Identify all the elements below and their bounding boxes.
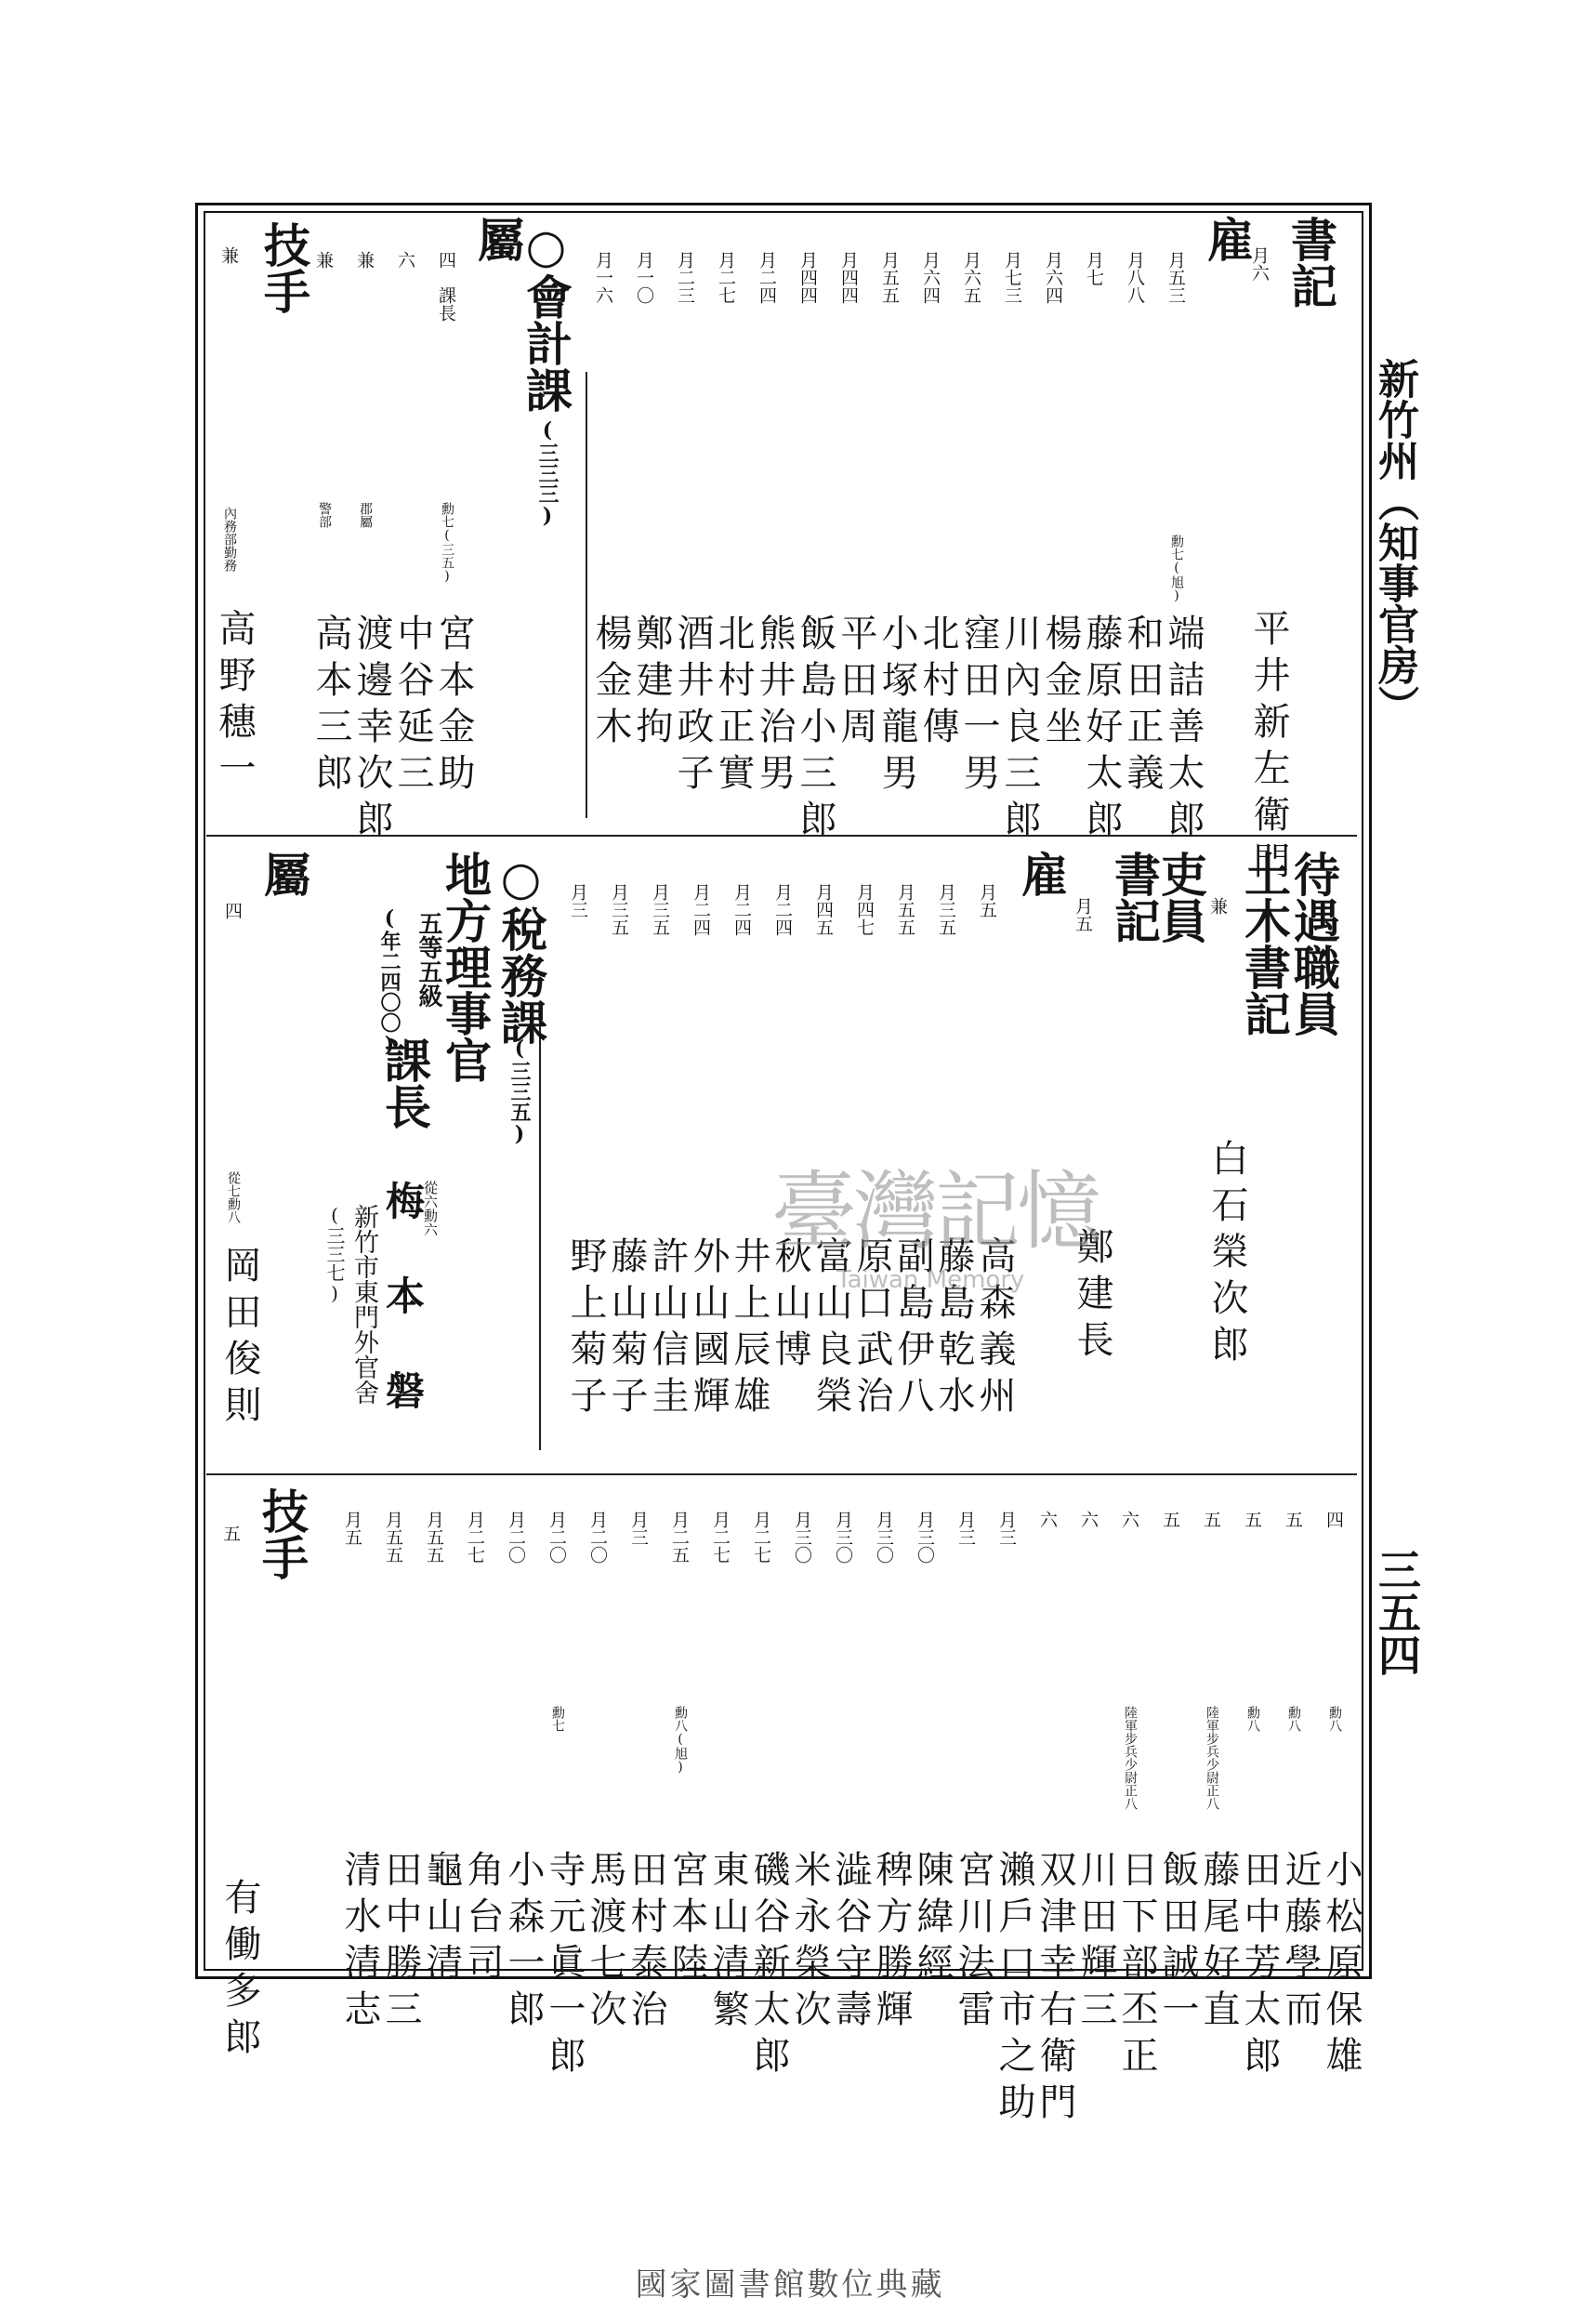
entry-name: 有働多郎 — [218, 1878, 261, 2064]
entry-name: 藤山菊子 — [605, 1236, 648, 1422]
entry-date: 五 — [1160, 1511, 1180, 1528]
heading-gishu-bottom: 技手 — [255, 1487, 309, 1580]
entry-name: 飯田誠一 — [1156, 1850, 1199, 2036]
entry-date: 月七三 — [1002, 251, 1022, 304]
kacho-address: 新竹市東門外官舍 — [349, 1204, 378, 1405]
entry-date: 月一〇 — [634, 251, 654, 304]
kacho-rank: 從六勳六 — [422, 1181, 439, 1236]
entry-date: 月三 — [955, 1511, 976, 1546]
entry-date: 月二四 — [691, 883, 711, 936]
entry-name: 高本三郎 — [309, 614, 352, 799]
kacho-phone: (三三七) — [323, 1204, 346, 1304]
entry-date: 五 — [1201, 1511, 1221, 1528]
entry-name: 藤島乾水 — [932, 1236, 975, 1422]
entry-name: 川內良三郎 — [998, 614, 1041, 846]
heading-gishu-top: 技手 — [257, 221, 311, 314]
entry-name: 許山信圭 — [646, 1236, 689, 1422]
entry-name: 端詰善太郎 — [1162, 614, 1205, 846]
entry-date: 月三〇 — [915, 1511, 935, 1564]
entry-date: 月四七 — [854, 883, 875, 936]
section-rule-1 — [586, 372, 587, 818]
entry-date: 月四五 — [813, 883, 834, 936]
entry-name: 寺元眞一郎 — [543, 1850, 586, 2082]
entry-date: 月二四 — [731, 883, 752, 936]
entry-date: 月六四 — [920, 251, 941, 304]
watermark — [771, 1143, 1099, 1294]
entry-date: 月二三 — [675, 251, 695, 304]
zeimu-phone: (三三五) — [507, 1037, 532, 1146]
entry-date: 月二〇 — [587, 1511, 608, 1564]
entry-date: 六 — [1078, 1511, 1099, 1528]
entry-date: 月五 — [1073, 897, 1093, 932]
entry-name: 藤尾好直 — [1197, 1850, 1240, 2036]
chiho-salary: (年二四〇〇) — [377, 906, 402, 1057]
entry-name: 磯谷新太郎 — [747, 1850, 790, 2082]
heading-riin-shoki: 書記 — [1107, 851, 1162, 944]
entry-date: 月五五 — [383, 1511, 403, 1564]
entry-date: 月二七 — [716, 251, 736, 304]
entry-name: 川田輝三 — [1074, 1850, 1117, 2036]
entry-rank: 內務部勤務 — [222, 507, 237, 572]
entry-date: 月二七 — [710, 1511, 731, 1564]
entry-name: 窪田一男 — [957, 614, 1000, 799]
entry-name: 宮川法雷 — [952, 1850, 994, 2036]
running-title: 新竹州（知事官房） — [1371, 358, 1418, 726]
entry-rank: 勳七 — [550, 1706, 565, 1732]
entry-name: 陳緯經 — [911, 1850, 954, 1989]
entry-name: 小松原保雄 — [1320, 1850, 1363, 2082]
entry-rank: 陸軍步兵少尉正八 — [1205, 1706, 1219, 1810]
entry-date: 月三 — [628, 1511, 649, 1546]
entry-name: 清水清志 — [338, 1850, 381, 2036]
entry-date: 六 — [1037, 1511, 1058, 1528]
entry-date: 五 — [1283, 1511, 1303, 1528]
heading-zeimu: ○稅務課 — [494, 851, 548, 1045]
entry-riin-shoki-1 — [1071, 897, 1113, 1367]
entry-date: 兼 — [313, 251, 334, 269]
entry-rank: 陸軍步兵少尉正八 — [1123, 1706, 1138, 1810]
footer-credit: 國家圖書館數位典藏 — [635, 2266, 945, 2304]
entry-name: 鄭建長 — [1071, 1227, 1113, 1367]
entry-name: 双津幸右衛門 — [1034, 1850, 1076, 2129]
entry-name: 平田周 — [835, 614, 877, 753]
entry-date: 月五五 — [879, 251, 900, 304]
entry-name: 富山良榮 — [810, 1236, 852, 1422]
entry-date: 月三〇 — [874, 1511, 894, 1564]
heading-zoku-mid: 屬 — [257, 851, 311, 897]
entry-date: 六 — [1119, 1511, 1139, 1528]
entry-date: 月三五 — [650, 883, 670, 936]
entry-date: 月七 — [1084, 251, 1104, 286]
entry-date: 兼 — [354, 251, 375, 269]
entry-date: 月二〇 — [546, 1511, 567, 1564]
kaikei-phone: (三三三) — [535, 418, 560, 528]
entry-name: 白石榮次郎 — [1205, 1139, 1248, 1371]
kacho-label: 課長 — [377, 1037, 432, 1129]
entry-date: 月六五 — [961, 251, 981, 304]
heading-riin: 吏員 — [1153, 851, 1208, 944]
entry-name: 熊井治男 — [753, 614, 796, 799]
entry-date: 月二四 — [757, 251, 777, 304]
heading-kaikei: ○會計課 — [519, 218, 573, 413]
entry-name: 北村正實 — [712, 614, 755, 799]
entry-date: 四 課長 — [436, 251, 456, 322]
entry-date: 月三五 — [936, 883, 956, 936]
entry-date: 月五三 — [1165, 251, 1186, 304]
entry-rank: 勳七(旭) — [1169, 535, 1184, 603]
entry-date: 月二七 — [465, 1511, 485, 1564]
entry-name: 野上菊子 — [564, 1236, 607, 1422]
entry-name: 田中勝三 — [379, 1850, 422, 2036]
entry-zoku-mid-1 — [218, 902, 261, 1432]
entry-name: 小塚龍男 — [876, 614, 918, 799]
entry-date: 兼 — [1207, 897, 1228, 915]
entry-date: 月三〇 — [792, 1511, 812, 1564]
entry-date: 月四四 — [838, 251, 859, 304]
entry-rank: 從七勳八 — [226, 1171, 241, 1223]
heading-yatoi-mid: 雇 — [1014, 851, 1069, 897]
entry-rank: 郡屬 — [358, 502, 373, 528]
section-rule-2 — [539, 1004, 541, 1450]
entry-name: 鄭建拘 — [630, 614, 673, 753]
entry-name: 原口武治 — [850, 1236, 893, 1422]
entry-date: 兼 — [218, 246, 239, 264]
watermark-subtext: Taiwan Memory — [836, 1266, 1025, 1294]
entry-name: 外山國輝 — [687, 1236, 730, 1422]
entry-name: 宮本金助 — [432, 614, 475, 799]
heading-taigu: 待遇職員 — [1286, 851, 1341, 1037]
kacho-name: 梅本磐 — [380, 1181, 426, 1465]
entry-date: 月二四 — [772, 883, 793, 936]
entry-date: 月三 — [568, 883, 588, 918]
entry-name: 井上辰雄 — [728, 1236, 770, 1422]
entry-name: 日下部丕正 — [1115, 1850, 1158, 2082]
watermark-text: 臺灣記憶 — [771, 1162, 1099, 1261]
heading-shoki: 書記 — [1284, 216, 1338, 309]
heading-yatoi-top: 雇 — [1200, 216, 1255, 262]
entry-name: 米永榮次 — [788, 1850, 831, 2036]
entry-date: 月六四 — [1043, 251, 1063, 304]
entry-date: 月四四 — [797, 251, 818, 304]
entry-name: 北村傳 — [916, 614, 959, 753]
entry-date: 月五 — [342, 1511, 362, 1546]
entry-name: 小森一郎 — [502, 1850, 545, 2036]
entry-name: 和田正義 — [1121, 614, 1164, 799]
page-frame — [195, 203, 1372, 1979]
entry-date: 四 — [1323, 1511, 1344, 1528]
entry-date: 月五五 — [895, 883, 915, 936]
entry-date: 月五 — [977, 883, 997, 918]
entry-name: 瀨戶口市之助 — [993, 1850, 1035, 2129]
entry-name: 秋山博 — [769, 1236, 811, 1376]
entry-name: 楊金木 — [589, 614, 632, 753]
entry-name: 稗方勝輝 — [870, 1850, 913, 2036]
entry-rank: 警部 — [317, 502, 332, 528]
entry-name: 角台司 — [461, 1850, 504, 1989]
entry-name: 高野穗一 — [213, 609, 256, 795]
entry-rank: 勳七(三五) — [440, 502, 454, 584]
entry-name: 宮本陸 — [665, 1850, 708, 1989]
entry-rank: 勳八(旭) — [673, 1706, 688, 1775]
chiho-grade: 五等五級 — [415, 911, 442, 1008]
entry-date: 月五五 — [424, 1511, 444, 1564]
entry-name: 東山清繁 — [706, 1850, 749, 2036]
entry-name: 平井新左衛門 — [1247, 609, 1290, 888]
entry-name: 近藤學而 — [1279, 1850, 1322, 2036]
heading-doboku: 土木書記 — [1237, 851, 1292, 1037]
entry-date: 五 — [1242, 1511, 1262, 1528]
entry-name: 中谷延三 — [391, 614, 434, 799]
entry-date: 四 — [222, 902, 243, 919]
section-divider-bottom — [206, 1473, 1357, 1475]
entry-gishu-bottom-1 — [218, 1525, 261, 2064]
heading-zoku-top: 屬 — [470, 216, 525, 262]
entry-rank: 勳八 — [1327, 1706, 1342, 1732]
entry-rank: 勳八 — [1286, 1706, 1301, 1732]
entry-doboku-1 — [1205, 897, 1248, 1371]
entry-name: 澁谷守壽 — [829, 1850, 872, 2036]
entry-date: 五 — [220, 1525, 241, 1542]
entry-name: 楊金坐 — [1039, 614, 1082, 753]
entry-name: 田中芳太郎 — [1238, 1850, 1281, 2082]
entry-rank: 勳八 — [1245, 1706, 1260, 1732]
entry-date: 六 — [395, 251, 415, 269]
entry-date: 月八八 — [1125, 251, 1145, 304]
entry-date: 月二五 — [669, 1511, 690, 1564]
entry-date: 月三五 — [609, 883, 629, 936]
entry-name: 田村泰治 — [625, 1850, 667, 2036]
entry-name: 藤原好太郎 — [1080, 614, 1123, 846]
entry-name: 龜山清 — [420, 1850, 463, 1989]
entry-name: 岡田俊則 — [218, 1246, 261, 1432]
entry-name: 馬渡七次 — [584, 1850, 626, 2036]
heading-chiho: 地方理事官 — [438, 851, 493, 1083]
entry-date: 月三 — [996, 1511, 1017, 1546]
entry-date: 月一六 — [593, 251, 613, 304]
entry-date: 月六 — [1249, 246, 1270, 282]
page-number: 三五四 — [1372, 1548, 1422, 1676]
entry-name: 渡邊幸次郎 — [350, 614, 393, 846]
entry-name: 酒井政子 — [671, 614, 714, 799]
entry-name: 副島伊八 — [891, 1236, 934, 1422]
entry-date: 月二七 — [751, 1511, 771, 1564]
entry-name: 飯島小三郎 — [794, 614, 836, 846]
entry-date: 月二〇 — [506, 1511, 526, 1564]
entry-gishu-top-1 — [213, 246, 256, 795]
entry-date: 月三〇 — [833, 1511, 853, 1564]
entry-name: 高森義州 — [973, 1236, 1016, 1422]
